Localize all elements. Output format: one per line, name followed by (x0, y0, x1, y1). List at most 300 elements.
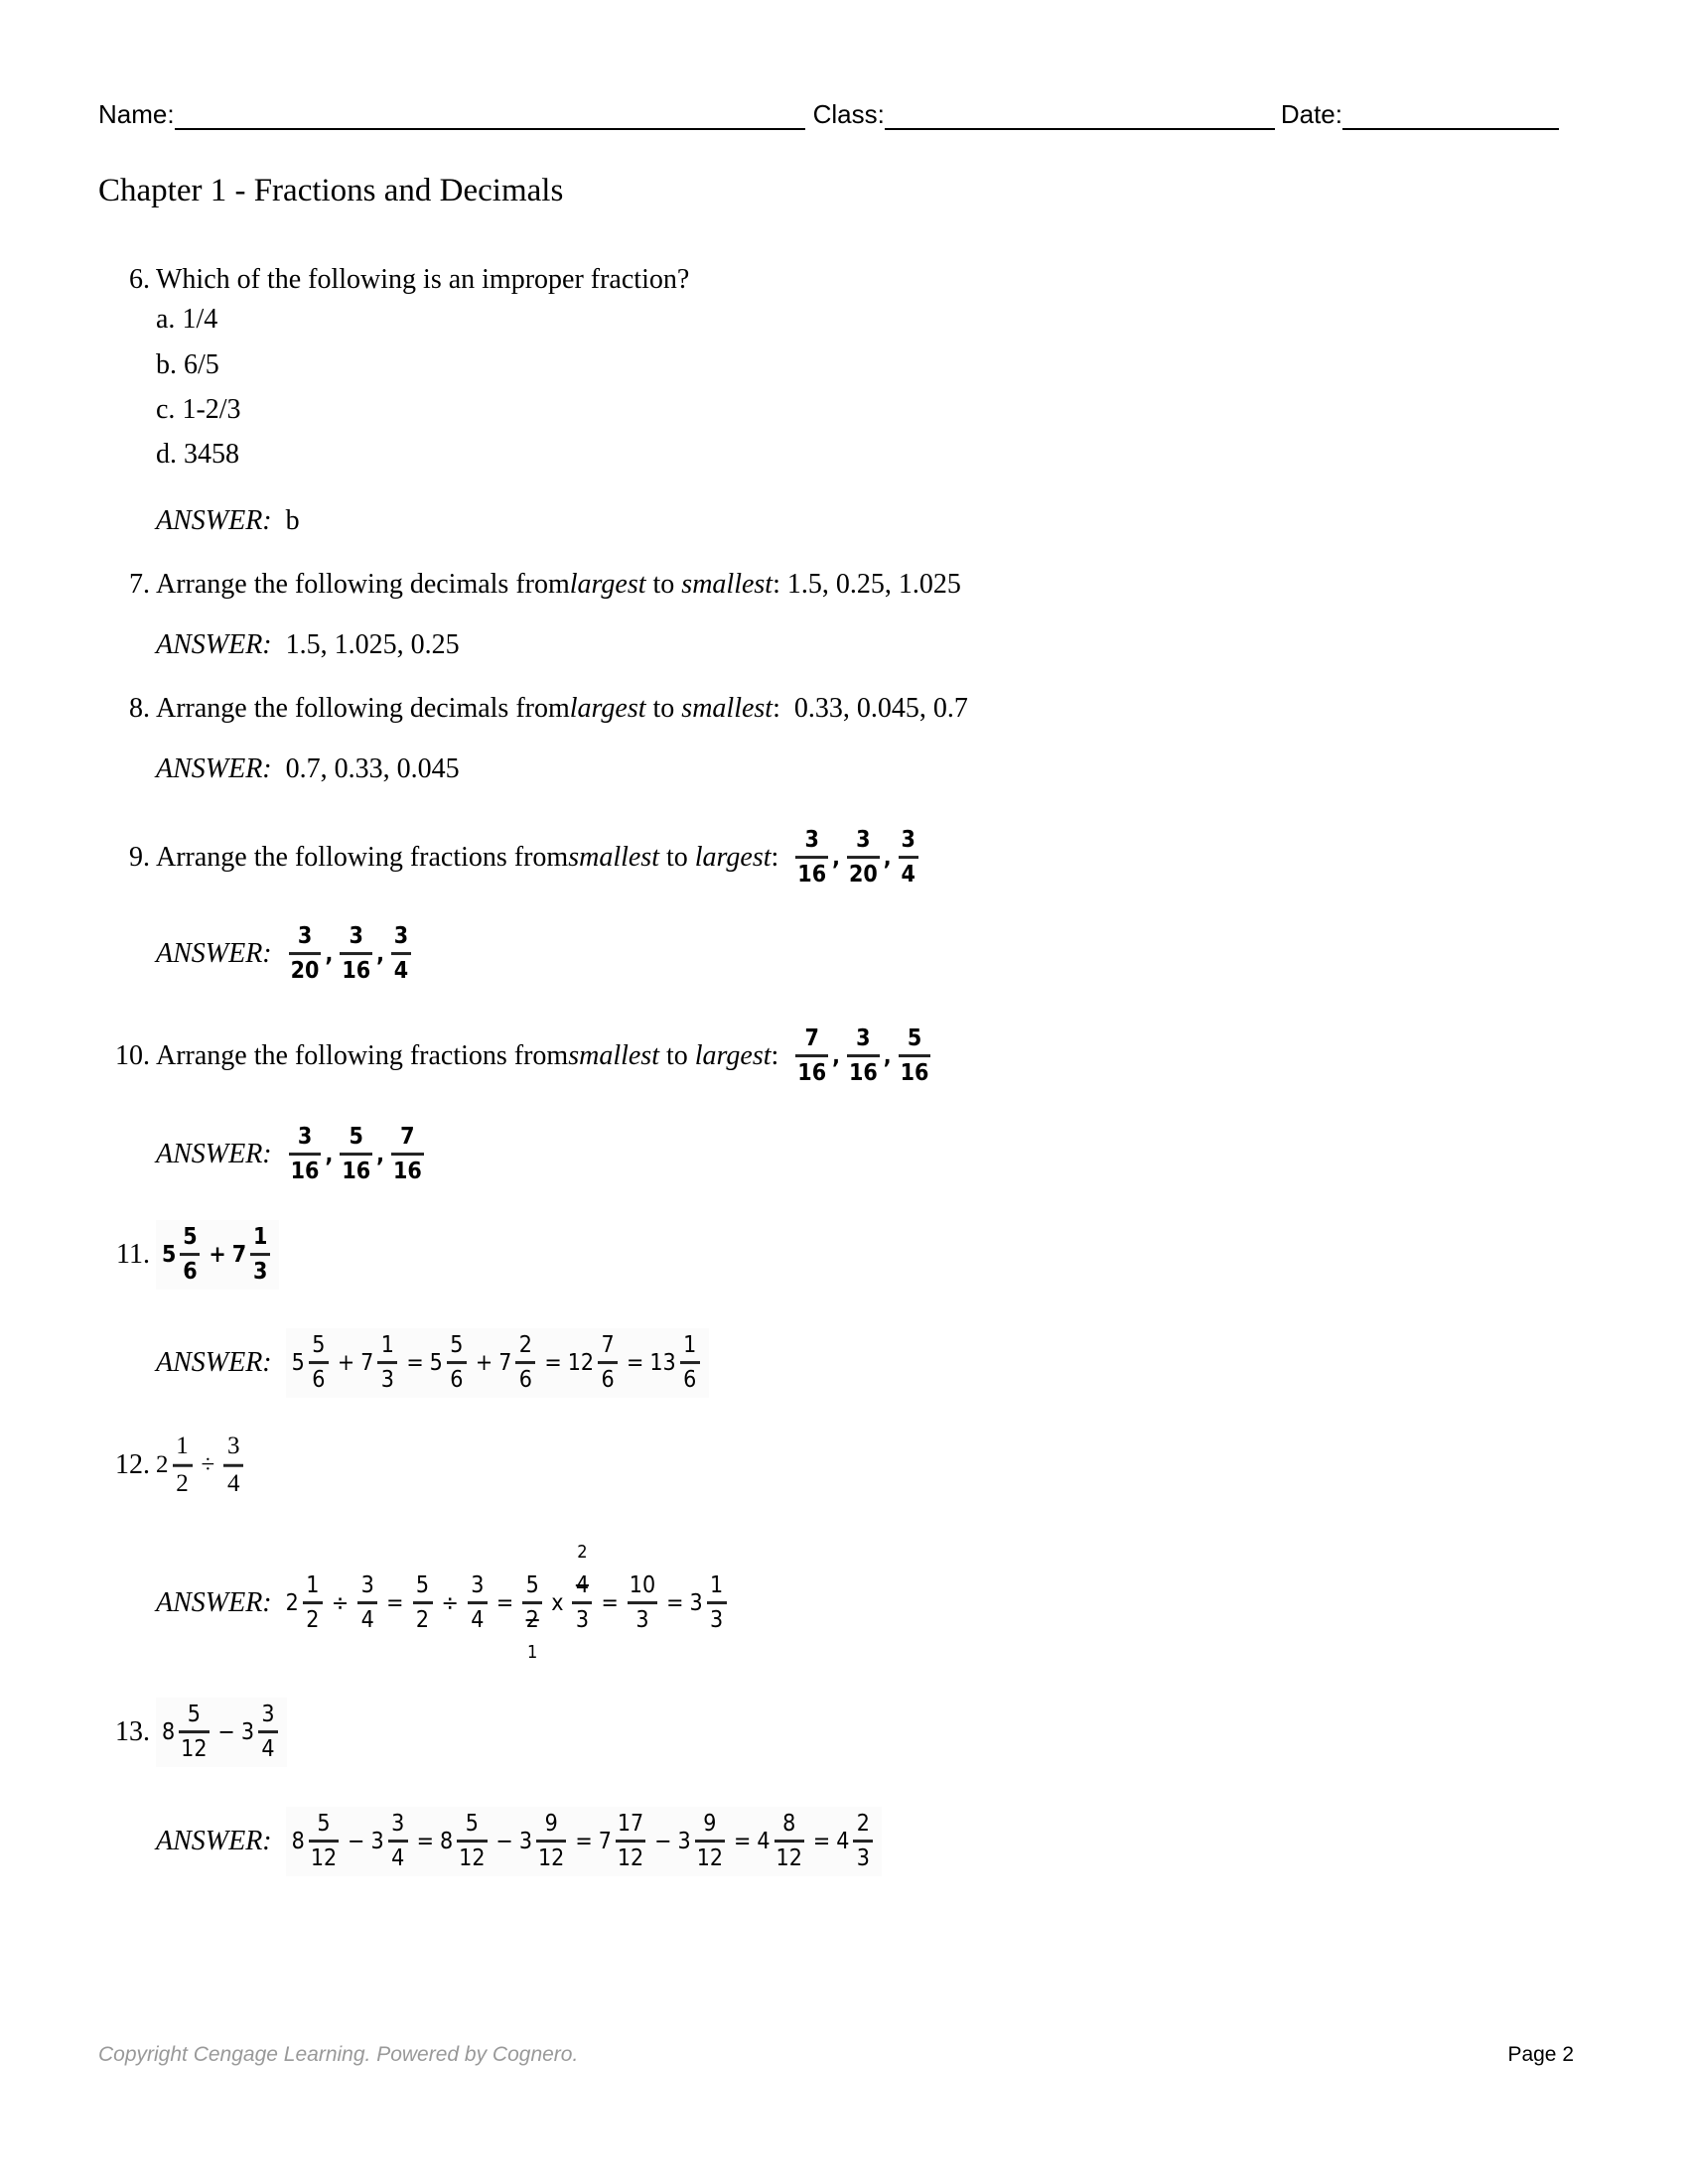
fraction-list (792, 827, 920, 888)
cancelled-numerator: 2 (577, 1542, 588, 1564)
fraction (309, 1332, 329, 1394)
numerator: 1 (683, 1332, 697, 1359)
numerator: 2 (856, 1811, 870, 1838)
whole-number: 7 (498, 1350, 512, 1376)
option-d (156, 439, 239, 471)
denominator: 6 (601, 1367, 615, 1394)
numerator: 5 (450, 1332, 464, 1359)
fraction (853, 1811, 873, 1872)
question-text: to (645, 693, 682, 724)
fraction (899, 1025, 931, 1087)
operator: x (551, 1590, 564, 1616)
page-footer (98, 2043, 1574, 2067)
denominator: 12 (538, 1845, 565, 1872)
denominator: 16 (392, 1159, 422, 1185)
fraction (357, 1572, 377, 1634)
numerator: 3 (360, 1572, 374, 1599)
whole-number: 4 (836, 1829, 850, 1854)
emphasis: largest (569, 569, 646, 600)
name-field-line[interactable] (175, 100, 805, 130)
separator: , (832, 1043, 840, 1069)
numerator: 3 (804, 827, 819, 854)
option-letter: d. (156, 439, 177, 470)
denominator: 3 (710, 1607, 724, 1634)
denominator: 20 (290, 958, 320, 985)
option-letter: b. (156, 349, 177, 380)
answer-label: ANSWER: (156, 505, 272, 536)
fraction (774, 1811, 804, 1872)
fraction-bar (515, 1362, 535, 1365)
denominator: 6 (312, 1367, 326, 1394)
emphasis: largest (569, 693, 646, 724)
fraction-bar (457, 1841, 487, 1843)
answer-label: ANSWER: (156, 938, 272, 969)
separator: , (883, 1043, 892, 1069)
numerator: 3 (856, 827, 871, 854)
denominator: 3 (575, 1607, 590, 1634)
fraction-bar (258, 1731, 278, 1734)
option-text: 1-2/3 (182, 394, 241, 425)
fraction (847, 1025, 880, 1087)
numerator: 5 (183, 1224, 198, 1251)
whole-number: 3 (518, 1829, 533, 1854)
fraction-bar (289, 953, 322, 956)
question-text: : (771, 1040, 779, 1071)
denominator: 4 (901, 862, 915, 888)
denominator: 12 (310, 1845, 338, 1872)
numerator: 1 (252, 1224, 268, 1251)
math-expression (156, 1220, 279, 1290)
numerator: 1 (710, 1572, 724, 1599)
answer-label: ANSWER: (156, 753, 272, 784)
class-label: Class: (812, 99, 885, 129)
denominator: 3 (380, 1367, 394, 1394)
fraction (340, 923, 372, 985)
question-number: 8. (129, 693, 150, 724)
numerator: 3 (393, 923, 409, 950)
fraction (391, 1124, 424, 1185)
emphasis: largest (694, 1040, 772, 1071)
whole-number: 5 (429, 1350, 443, 1376)
cancelled-denominator: 1 (527, 1642, 538, 1664)
fraction (695, 1811, 725, 1872)
math-expression (285, 1542, 730, 1664)
fraction (391, 923, 411, 985)
fraction-bar (388, 1841, 408, 1843)
date-label: Date: (1280, 99, 1342, 129)
question-text: Arrange the following fractions from (156, 1040, 569, 1071)
fraction (309, 1811, 339, 1872)
numerator: 3 (901, 827, 915, 854)
numerator: 2 (518, 1332, 532, 1359)
operator: = (734, 1829, 752, 1854)
operator: = (406, 1350, 424, 1376)
fraction (628, 1572, 657, 1634)
operator: − (348, 1829, 365, 1854)
fraction-bar (616, 1841, 645, 1843)
fraction (377, 1332, 397, 1394)
fraction-bar (180, 1254, 200, 1257)
separator: , (376, 941, 384, 967)
whole-number: 7 (598, 1829, 612, 1854)
operator: + (475, 1350, 493, 1376)
fraction-bar (309, 1841, 339, 1843)
student-info-header (98, 99, 1574, 130)
question-number: 13. (115, 1716, 150, 1747)
fraction-bar (899, 1055, 931, 1058)
option-b (156, 349, 219, 381)
numerator: 3 (391, 1811, 405, 1838)
answer-8 (156, 753, 460, 785)
emphasis: smallest (681, 693, 774, 724)
fraction-bar (250, 1254, 270, 1257)
fraction (303, 1572, 323, 1634)
fraction-bar (289, 1154, 322, 1157)
operator: = (416, 1829, 434, 1854)
fraction-list (792, 1025, 933, 1087)
fraction-bar (598, 1362, 618, 1365)
operator: = (627, 1350, 644, 1376)
numerator: 5 (349, 1124, 363, 1151)
math-expression (156, 1698, 287, 1767)
numerator: 3 (297, 1124, 313, 1151)
answer-label: ANSWER: (156, 1826, 272, 1856)
date-field-line[interactable] (1342, 100, 1559, 130)
answer-10 (156, 1124, 427, 1185)
operator: − (495, 1829, 513, 1854)
separator: , (325, 1142, 334, 1167)
operator: ÷ (331, 1590, 350, 1616)
denominator: 6 (450, 1367, 464, 1394)
numerator: 7 (400, 1124, 415, 1151)
denominator: 3 (856, 1845, 870, 1872)
fraction-bar (377, 1362, 397, 1365)
answer-label: ANSWER: (156, 1347, 272, 1378)
name-label: Name: (98, 99, 175, 129)
answer-label: ANSWER: (156, 1139, 272, 1169)
answer-6 (156, 505, 300, 537)
option-text: 1/4 (182, 304, 218, 335)
answer-9 (156, 923, 414, 985)
answer-label: ANSWER: (156, 1587, 272, 1618)
class-field-line[interactable] (885, 100, 1275, 130)
fraction-bar (847, 857, 880, 860)
question-number: 11. (116, 1239, 150, 1270)
numerator: 4 (575, 1572, 590, 1599)
denominator: 16 (290, 1159, 320, 1185)
emphasis: largest (694, 842, 772, 873)
question-number: 10. (115, 1040, 150, 1071)
fraction (515, 1332, 535, 1394)
fraction-bar (695, 1841, 725, 1843)
whole-number: 13 (649, 1350, 676, 1376)
whole-number: 8 (440, 1829, 454, 1854)
denominator: 4 (226, 1469, 240, 1497)
operator: = (601, 1590, 619, 1616)
math-expression (286, 1328, 709, 1398)
option-letter: c. (156, 394, 176, 425)
fraction-list (286, 1124, 427, 1185)
whole-number: 3 (677, 1829, 691, 1854)
fraction (447, 1332, 467, 1394)
numerator: 3 (261, 1702, 275, 1728)
question-text: Which of the following is an improper fraction? (156, 264, 690, 295)
question-text: to (645, 569, 682, 600)
operator: = (575, 1829, 593, 1854)
denominator: 16 (797, 862, 827, 888)
fraction-bar (303, 1602, 323, 1605)
option-text: 3458 (184, 439, 239, 470)
denominator: 16 (797, 1060, 827, 1087)
question-6 (129, 264, 690, 296)
emphasis: smallest (568, 1040, 659, 1071)
answer-text: 1.5, 1.025, 0.25 (285, 629, 460, 660)
question-10 (115, 1025, 933, 1087)
numerator: 10 (629, 1572, 656, 1599)
denominator: 20 (848, 862, 878, 888)
fraction-bar (853, 1841, 873, 1843)
option-letter: a. (156, 304, 176, 335)
copyright-text: Copyright Cengage Learning. Powered by Cognero. (98, 2043, 579, 2066)
question-13 (115, 1698, 287, 1767)
question-text: Arrange the following fractions from (156, 842, 569, 873)
numerator: 5 (317, 1811, 331, 1838)
whole-number: 5 (162, 1242, 177, 1268)
operator: + (337, 1350, 355, 1376)
numerator: 3 (297, 923, 313, 950)
whole-number: 7 (231, 1242, 247, 1268)
question-8 (129, 693, 968, 725)
numerator: 5 (907, 1025, 922, 1052)
answer-label: ANSWER: (156, 629, 272, 660)
chapter-title: Chapter 1 - Fractions and Decimals (98, 173, 564, 208)
denominator: 4 (393, 958, 409, 985)
numerator: 1 (176, 1432, 189, 1459)
fraction (223, 1433, 243, 1499)
question-text: : (771, 842, 779, 873)
question-text: Arrange the following decimals from (156, 569, 570, 600)
operator: = (495, 1590, 514, 1616)
fraction-bar (536, 1841, 566, 1843)
math-expression (156, 1433, 246, 1499)
denominator: 16 (342, 958, 371, 985)
fraction-bar (899, 857, 918, 860)
denominator: 2 (306, 1607, 320, 1634)
operator: = (544, 1350, 562, 1376)
fraction-bar (223, 1464, 243, 1467)
numerator: 9 (544, 1811, 558, 1838)
denominator: 16 (848, 1060, 878, 1087)
question-11 (116, 1220, 279, 1290)
operator: − (217, 1719, 235, 1745)
operator: − (654, 1829, 672, 1854)
denominator: 12 (696, 1845, 724, 1872)
fraction-bar (413, 1602, 433, 1605)
question-text: Arrange the following decimals from (156, 693, 570, 724)
option-text: 6/5 (184, 349, 219, 380)
fraction (340, 1124, 372, 1185)
fraction (616, 1811, 645, 1872)
fraction-bar (391, 953, 411, 956)
fraction (289, 1124, 322, 1185)
fraction-bar (707, 1602, 727, 1605)
whole-number: 7 (360, 1350, 374, 1376)
fraction (289, 923, 322, 985)
option-a (156, 304, 217, 336)
fraction (795, 1025, 828, 1087)
question-text: to (658, 842, 695, 873)
numerator: 3 (226, 1432, 240, 1459)
question-number: 9. (129, 842, 150, 873)
fraction (457, 1811, 487, 1872)
fraction (572, 1542, 592, 1634)
page-number: Page 2 (1507, 2043, 1574, 2066)
fraction (522, 1572, 542, 1664)
fraction-bar (628, 1602, 657, 1605)
whole-number: 2 (156, 1451, 169, 1478)
whole-number: 8 (291, 1829, 305, 1854)
whole-number: 4 (757, 1829, 771, 1854)
fraction (388, 1811, 408, 1872)
numerator: 3 (349, 923, 363, 950)
numerator: 8 (782, 1811, 796, 1838)
answer-text: 0.7, 0.33, 0.045 (285, 753, 460, 784)
fraction-bar (179, 1731, 209, 1734)
question-number: 12. (115, 1449, 150, 1480)
denominator: 2 (176, 1469, 189, 1497)
fraction (536, 1811, 566, 1872)
answer-text: b (285, 505, 300, 536)
emphasis: smallest (568, 842, 659, 873)
fraction-bar (774, 1841, 804, 1843)
denominator: 12 (181, 1736, 208, 1763)
numerator: 1 (306, 1572, 320, 1599)
fraction-bar (522, 1602, 542, 1605)
fraction (899, 827, 918, 888)
answer-11 (156, 1328, 709, 1398)
fraction-bar (447, 1362, 467, 1365)
numerator: 3 (471, 1572, 485, 1599)
fraction-bar (572, 1602, 592, 1605)
fraction (795, 827, 828, 888)
question-7 (129, 569, 961, 601)
numerator: 5 (525, 1572, 539, 1599)
separator: , (883, 845, 892, 871)
question-12 (115, 1432, 246, 1499)
fraction (468, 1572, 488, 1634)
whole-number: 12 (567, 1350, 595, 1376)
fraction-bar (340, 953, 372, 956)
fraction (250, 1224, 270, 1286)
fraction-bar (357, 1602, 377, 1605)
math-expression (286, 1807, 883, 1876)
denominator: 4 (360, 1607, 374, 1634)
question-9 (129, 827, 921, 888)
separator: , (376, 1142, 384, 1167)
numerator: 5 (465, 1811, 479, 1838)
denominator: 3 (252, 1259, 268, 1286)
numerator: 5 (312, 1332, 326, 1359)
answer-12 (156, 1542, 730, 1664)
denominator: 12 (775, 1845, 802, 1872)
fraction (258, 1702, 278, 1763)
denominator: 4 (471, 1607, 485, 1634)
separator: , (325, 941, 334, 967)
question-number: 6. (129, 264, 150, 295)
operator: = (812, 1829, 831, 1854)
question-text: : 0.33, 0.045, 0.7 (773, 693, 968, 724)
whole-number: 3 (689, 1590, 703, 1616)
numerator: 7 (601, 1332, 615, 1359)
fraction-bar (468, 1602, 488, 1605)
denominator: 2 (525, 1607, 539, 1634)
operator: = (386, 1590, 404, 1616)
fraction (707, 1572, 727, 1634)
numerator: 3 (856, 1025, 871, 1052)
fraction-bar (795, 1055, 828, 1058)
numerator: 5 (187, 1702, 201, 1728)
denominator: 6 (683, 1367, 697, 1394)
numerator: 17 (617, 1811, 644, 1838)
fraction (180, 1224, 200, 1286)
option-c (156, 394, 241, 426)
fraction (179, 1702, 209, 1763)
fraction-bar (309, 1362, 329, 1365)
answer-7 (156, 629, 460, 661)
fraction (847, 827, 880, 888)
answer-13 (156, 1807, 882, 1876)
fraction-bar (173, 1464, 193, 1467)
denominator: 12 (617, 1845, 644, 1872)
numerator: 9 (703, 1811, 717, 1838)
denominator: 16 (900, 1060, 929, 1087)
fraction-list (286, 923, 414, 985)
fraction-bar (391, 1154, 424, 1157)
whole-number: 8 (162, 1719, 176, 1745)
denominator: 16 (342, 1159, 371, 1185)
whole-number: 3 (370, 1829, 384, 1854)
emphasis: smallest (681, 569, 774, 600)
fraction (413, 1572, 433, 1634)
fraction-bar (795, 857, 828, 860)
denominator: 3 (635, 1607, 649, 1634)
fraction-bar (680, 1362, 700, 1365)
denominator: 4 (261, 1736, 275, 1763)
fraction-bar (340, 1154, 372, 1157)
whole-number: 2 (285, 1590, 299, 1616)
whole-number: 3 (240, 1719, 255, 1745)
question-text: to (658, 1040, 695, 1071)
denominator: 6 (183, 1259, 198, 1286)
fraction (680, 1332, 700, 1394)
fraction (598, 1332, 618, 1394)
operator: ÷ (441, 1590, 459, 1616)
question-text: : 1.5, 0.25, 1.025 (773, 569, 961, 600)
denominator: 4 (391, 1845, 405, 1872)
operator: = (666, 1590, 684, 1616)
operator: ÷ (201, 1451, 215, 1478)
numerator: 5 (415, 1572, 430, 1599)
fraction-bar (847, 1055, 880, 1058)
numerator: 1 (380, 1332, 394, 1359)
denominator: 12 (459, 1845, 486, 1872)
denominator: 6 (518, 1367, 532, 1394)
whole-number: 5 (291, 1350, 305, 1376)
denominator: 2 (415, 1607, 430, 1634)
question-number: 7. (129, 569, 150, 600)
fraction (173, 1433, 193, 1499)
separator: , (832, 845, 840, 871)
